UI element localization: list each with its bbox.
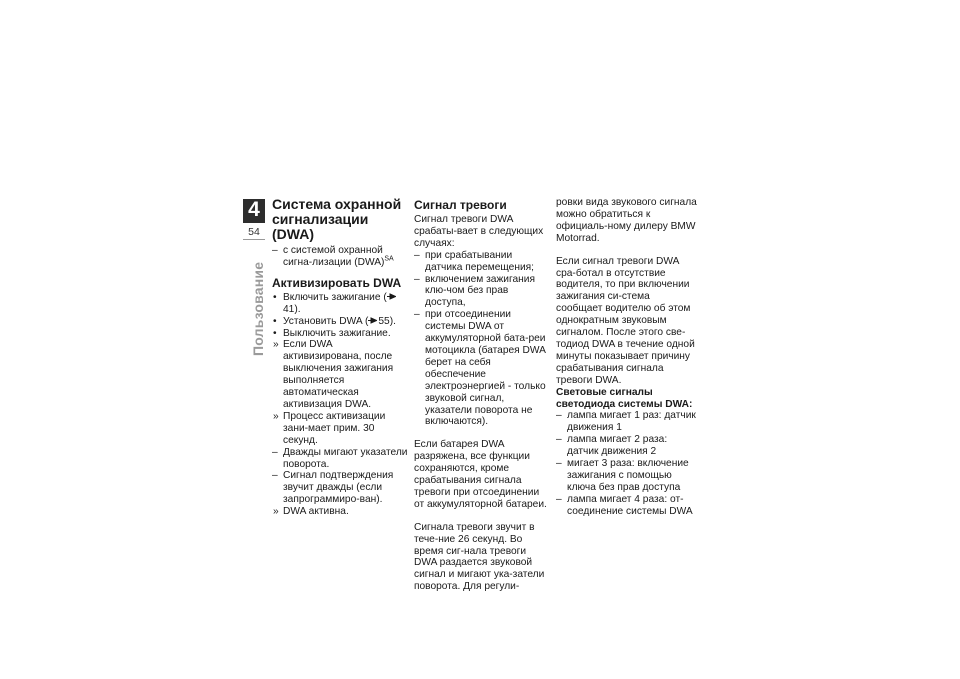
result-text: Процесс активизации зани-мает прим. 30 секунд.: [283, 410, 386, 446]
chapter-number: 4: [248, 198, 260, 221]
led-heading: Световые сигналы светодиода системы DWA:: [556, 386, 693, 410]
dash-marker: –: [556, 493, 562, 505]
led-signal: [556, 494, 698, 518]
result-text: DWA активна.: [283, 506, 349, 518]
option-sup: SA: [384, 255, 394, 263]
dash-marker: –: [414, 273, 420, 285]
step-text: Установить DWA (: [283, 315, 369, 327]
dash-marker: –: [272, 470, 278, 482]
column-2: [414, 199, 549, 604]
step-set-dwa: [272, 316, 408, 328]
bullet-marker: •: [273, 315, 277, 327]
page-number: 54: [248, 226, 260, 238]
alarm-heading: Сигнал тревоги: [414, 198, 507, 212]
led-signal: [556, 434, 698, 458]
column-1: [272, 197, 408, 518]
led-signal-text: лампа мигает 4 раза: от-соединение системы DWA: [567, 493, 693, 517]
led-signals: [556, 410, 698, 517]
duration-paragraph: Сигнала тревоги звучит в тече-ние 26 секунд. Во время сиг-нала тревоги DWA раздается звуковой сигнал и мигают ука-затели поворота. Для регули-: [414, 521, 545, 593]
dash-marker: –: [272, 245, 278, 256]
led-signal-text: мигает 3 раза: включение зажигания с помощью ключа без прав доступа: [567, 458, 689, 493]
led-signal: [556, 410, 698, 434]
trigger-paragraph: Если сигнал тревоги DWA сра-ботал в отсутствие водителя, то при включении зажигания си-стема сообщает водителю об этом однократным звуковым сигналом. После этого све-тодиод DWA в течение одной минуты показывает причину срабатывания сигнала тревоги DWA.: [556, 255, 695, 386]
column-3: [556, 197, 698, 518]
step-text: Включить зажигание (: [283, 291, 387, 303]
result-process: [272, 411, 408, 447]
step-ignition-off: [272, 328, 408, 340]
alarm-case-text: включением зажигания клю-чом без прав доступа,: [425, 273, 535, 309]
step-ignition-on: [272, 292, 408, 316]
alarm-case: [414, 309, 549, 428]
equipment-item: [272, 245, 408, 269]
step-text-end: ).: [389, 315, 396, 327]
tab-divider: [243, 239, 265, 240]
page-ref-arrow-icon: [368, 317, 377, 324]
activate-heading: Активизировать DWA: [272, 275, 402, 290]
dash-marker: –: [414, 309, 420, 321]
battery-paragraph: Если батарея DWA разряжена, все функции сохраняются, кроме срабатывания сигнала тревоги при отсоединении от аккумуляторной батареи.: [414, 439, 547, 510]
dash-marker: –: [414, 249, 420, 261]
continuation-paragraph: ровки вида звукового сигнала можно обратиться к официаль-ному дилеру BMW Motorrad.: [556, 197, 697, 244]
led-signal-text: лампа мигает 2 раза: датчик движения 2: [567, 434, 668, 458]
page-ref: 55: [378, 315, 390, 327]
alarm-case: [414, 250, 549, 274]
alarm-cases: [414, 250, 549, 429]
page-ref: 41: [283, 303, 295, 315]
note-text: Дважды мигают указатели поворота.: [283, 446, 408, 470]
alarm-intro: Сигнал тревоги DWA срабаты-вает в следующих случаях:: [414, 214, 544, 249]
page-ref-arrow-icon: [387, 293, 396, 300]
activate-steps: [272, 292, 408, 518]
led-signal: [556, 458, 698, 494]
bullet-marker: •: [273, 327, 277, 339]
dash-marker: –: [556, 410, 562, 422]
equipment-text: с системой охранной сигна-лизации (DWA): [283, 245, 385, 268]
alarm-case-text: при отсоединении системы DWA от аккумуляторной бата-реи мотоцикла (батарея DWA берет на себя обеспечение электроэнергией - только звуковой сигнал, указатели поворота не включаются).: [425, 309, 546, 428]
result-text: Если DWA активизирована, после выключения зажигания выполняется автоматическая активизация DWA.: [283, 339, 394, 410]
result-active: [272, 506, 408, 518]
result-marker: »: [273, 506, 279, 518]
led-signal-text: лампа мигает 1 раз: датчик движения 1: [567, 410, 696, 434]
dash-marker: –: [556, 434, 562, 446]
note-beep: [272, 470, 408, 506]
result-marker: »: [273, 410, 279, 422]
bullet-marker: •: [273, 291, 277, 303]
note-blink: [272, 447, 408, 471]
dash-marker: –: [272, 446, 278, 458]
section-label: Пользование: [250, 261, 266, 356]
alarm-case: [414, 274, 549, 310]
note-text: Сигнал подтверждения звучит дважды (если запрограммиро-ван).: [283, 470, 394, 506]
equipment-note: [272, 245, 408, 269]
step-text-end: ).: [294, 303, 301, 315]
step-text: Выключить зажигание.: [283, 327, 391, 339]
result-auto-activation: [272, 339, 408, 410]
result-marker: »: [273, 339, 279, 351]
section-title: Система охранной сигнализации (DWA): [272, 196, 402, 242]
dash-marker: –: [556, 458, 562, 470]
alarm-case-text: при срабатывании датчика перемещения;: [425, 249, 535, 273]
